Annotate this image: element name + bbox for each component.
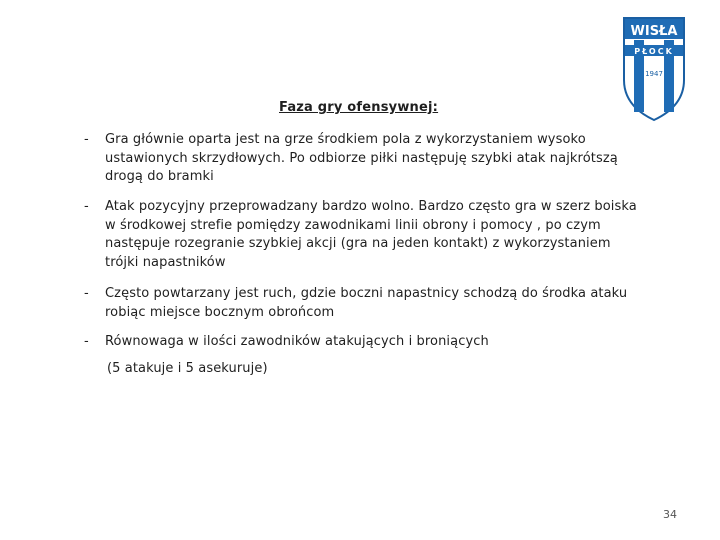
list-item-text: Gra głównie oparta jest na grze środkiem pola z wykorzystaniem wysoko ustawionych skrzydłowych. Po odbiorze piłki następuję szybki atak najkrótszą drogą do bramki xyxy=(105,132,618,184)
list-item-text: Atak pozycyjny przeprowadzany bardzo wolno. Bardzo często gra w szerz boiska w środkowej strefie pomiędzy zawodnikami linii obrony i pomocy , po czym następuje rozegranie szybkiej akcji (gra na jeden kontakt) z wykorzystaniem trójki napastników xyxy=(105,199,637,270)
list-item-text: Często powtarzany jest ruch, gdzie boczni napastnicy schodzą do środka ataku robiąc miejsce bocznym obrońcom xyxy=(105,286,628,320)
list-dash: - xyxy=(84,334,89,349)
crest-name-text: WISŁA xyxy=(630,24,678,39)
section-heading: Faza gry ofensywnej: xyxy=(279,100,439,115)
club-crest-logo xyxy=(622,14,686,122)
list-dash: - xyxy=(84,199,89,214)
page-number: 34 xyxy=(663,508,677,521)
list-item-text: Równowaga w ilości zawodników atakujących i broniących xyxy=(105,334,489,349)
crest-year-text: 1947 xyxy=(645,70,663,78)
list-dash: - xyxy=(84,132,89,147)
list-dash: - xyxy=(84,286,89,301)
list-note: (5 atakuje i 5 asekuruje) xyxy=(107,361,268,376)
crest-city-text: PŁOCK xyxy=(634,47,674,56)
